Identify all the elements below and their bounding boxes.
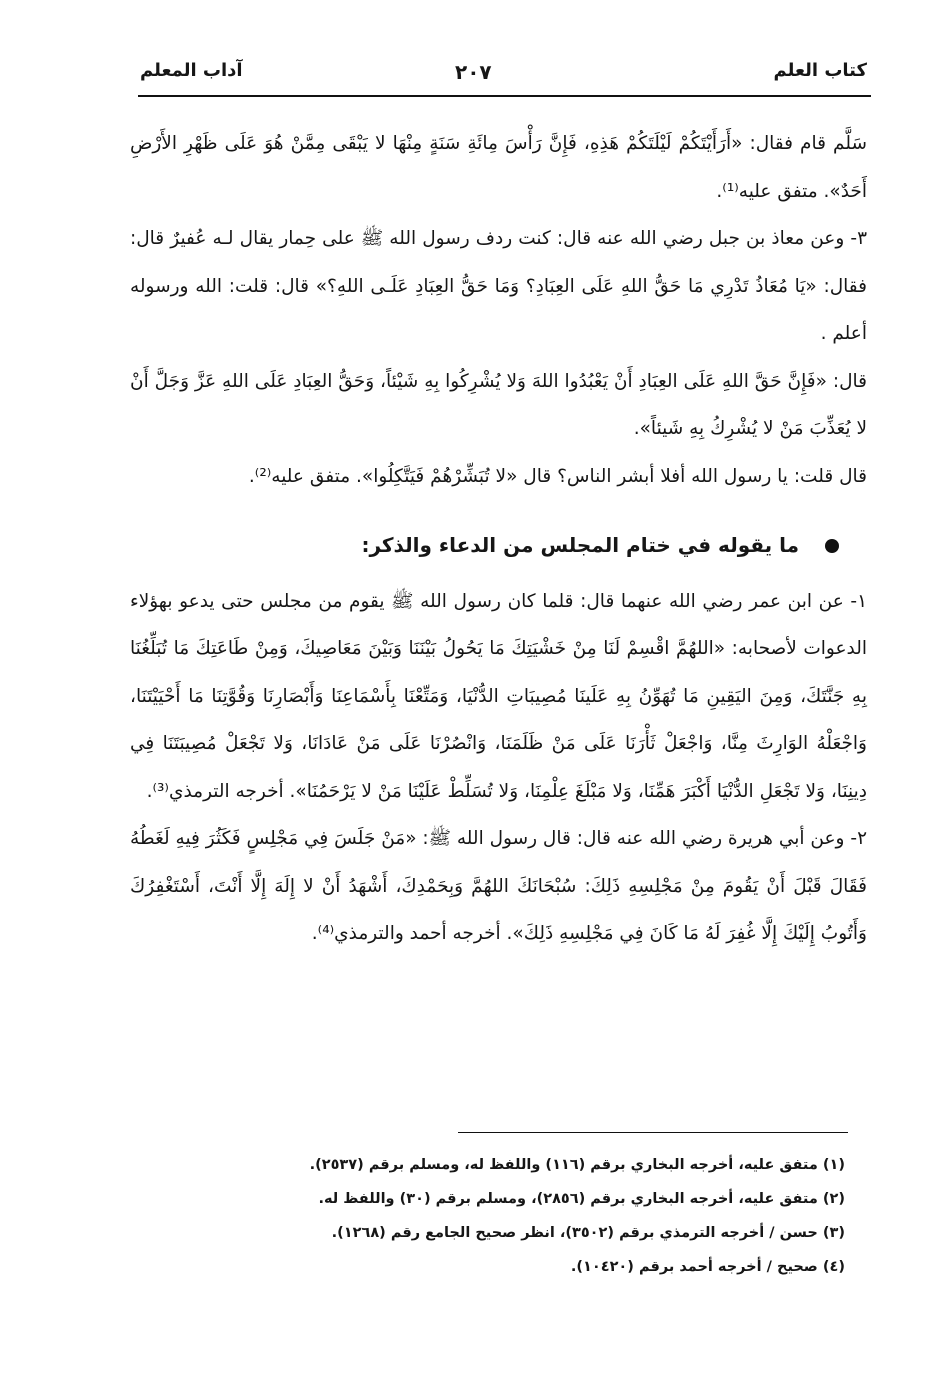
footnote: (٣) حسن / أخرجه الترمذي برقم (٣٥٠٢)، انظر صحيح الجامع رقم (١٢٦٨). (331, 1225, 845, 1241)
footnote: (١) متفق عليه، أخرجه البخاري برقم (١١٦) واللفظ له، ومسلم برقم (٢٥٣٧). (309, 1157, 845, 1173)
header-rule (138, 95, 871, 97)
section-heading (130, 522, 867, 570)
footnotes (200, 1148, 845, 1284)
running-header-book-title: كتاب العلم (773, 60, 867, 81)
section-heading-text: ما يقوله في ختام المجلس من الدعاء والذكر: (361, 533, 799, 557)
hadith-item: ١- عن ابن عمر رضي الله عنهما قال: قلما كان رسول الله ﷺ يقوم من مجلس حتى يدعو بهؤلاء الدعوات لأصحابه: «اللهُمَّ اقْسِمْ لَنَا مِنْ خَشْيَتِكَ مَا يَحُولُ بَيْنَنَا وَبَيْنَ مَعَاصِيكَ، وَمِنْ طَاعَتِكَ مَا تُبَلِّغُنَا بِهِ جَنَّتَكَ، وَمِنَ اليَقِينِ مَا تُهَوِّنُ بِهِ عَلَينَا مُصِيبَاتِ الدُّنْيَا، وَمَتِّعْنَا بِأَسْمَاعِنَا وَأَبْصَارِنَا وَقُوَّتِنَا مَا أَحْيَيْتَنَا، وَاجْعَلْهُ الوَارِثَ مِنَّا، وَاجْعَلْ ثَأْرَنَا عَلَى مَنْ ظَلَمَنَا، وَانْصُرْنَا عَلَى مَنْ عَادَانَا، وَلا تَجْعَلْ مُصِيبَتَنَا فِي دِينِنَا، وَلا تَجْعَلِ الدُّنْيَا أَكْبَرَ هَمِّنَا، وَلا مَبْلَغَ عِلْمِنَا، وَلا تُسَلِّطْ عَلَيْنَا مَنْ لا يَرْحَمُنَا». أخرجه الترمذي⁽³⁾. (130, 590, 867, 802)
page-body (130, 120, 867, 958)
footnote: (٢) متفق عليه، أخرجه البخاري برقم (٢٨٥٦)، ومسلم برقم (٣٠) واللفظ له. (318, 1191, 845, 1207)
footnote: (٤) صحيح / أخرجه أحمد برقم (١٠٤٢٠). (570, 1259, 845, 1275)
bullet-icon (825, 539, 839, 553)
running-header-chapter-title: آداب المعلم (140, 60, 243, 81)
paragraph: قال: «فَإِنَّ حَقَّ اللهِ عَلَى العِبَادِ أَنْ يَعْبُدُوا اللهَ وَلا يُشْرِكُوا بِهِ شَيْئاً، وَحَقُّ العِبَادِ عَلَى اللهِ عَزَّ وَجَلَّ أَنْ لا يُعَذِّبَ مَنْ لا يُشْرِكُ بِهِ شَيئاً». (130, 370, 867, 439)
paragraph: قال قلت: يا رسول الله أفلا أبشر الناس؟ قال «لا تُبَشِّرْهُمْ فَيَتَّكِلُوا». متفق عليه⁽²⁾. (248, 465, 867, 487)
hadith-item: ٢- وعن أبي هريرة رضي الله عنه قال: قال رسول الله ﷺ: «مَنْ جَلَسَ فِي مَجْلِسٍ فَكَثُرَ فِيهِ لَغَطُهُ فَقَالَ قَبْلَ أَنْ يَقُومَ مِنْ مَجْلِسِهِ ذَلِكَ: سُبْحَانَكَ اللهُمَّ وَبِحَمْدِكَ، أَشْهَدُ أَنْ لا إِلَهَ إِلَّا أَنْتَ، أَسْتَغْفِرُكَ وَأَتُوبُ إِلَيْكَ إِلَّا غُفِرَ لَهُ مَا كَانَ فِي مَجْلِسِهِ ذَلِكَ». أخرجه أحمد والترمذي⁽⁴⁾. (130, 828, 867, 944)
footnote-rule (458, 1132, 848, 1133)
page-number: ٢٠٧ (455, 60, 492, 84)
paragraph: ٣- وعن معاذ بن جبل رضي الله عنه قال: كنت ردف رسول الله ﷺ على حِمار يقال لـه عُفيرٌ قال: فقال: «يَا مُعَاذُ تَدْرِي مَا حَقُّ اللهِ عَلَى العِبَادِ؟ وَمَا حَقُّ العِبَادِ عَلَـى اللهِ؟» قال: قلت: الله ورسوله أعلم . (130, 228, 867, 344)
paragraph: سَلَّم قام فقال: «أَرَأَيْتَكُمْ لَيْلَتَكُمْ هَذِهِ، فَإِنَّ رَأْسَ مِائَةِ سَنَةٍ مِنْهَا لا يَبْقَى مِمَّنْ هُوَ عَلَى ظَهْرِ الأَرْضِ أَحَدٌ». متفق عليه⁽¹⁾. (130, 133, 867, 202)
